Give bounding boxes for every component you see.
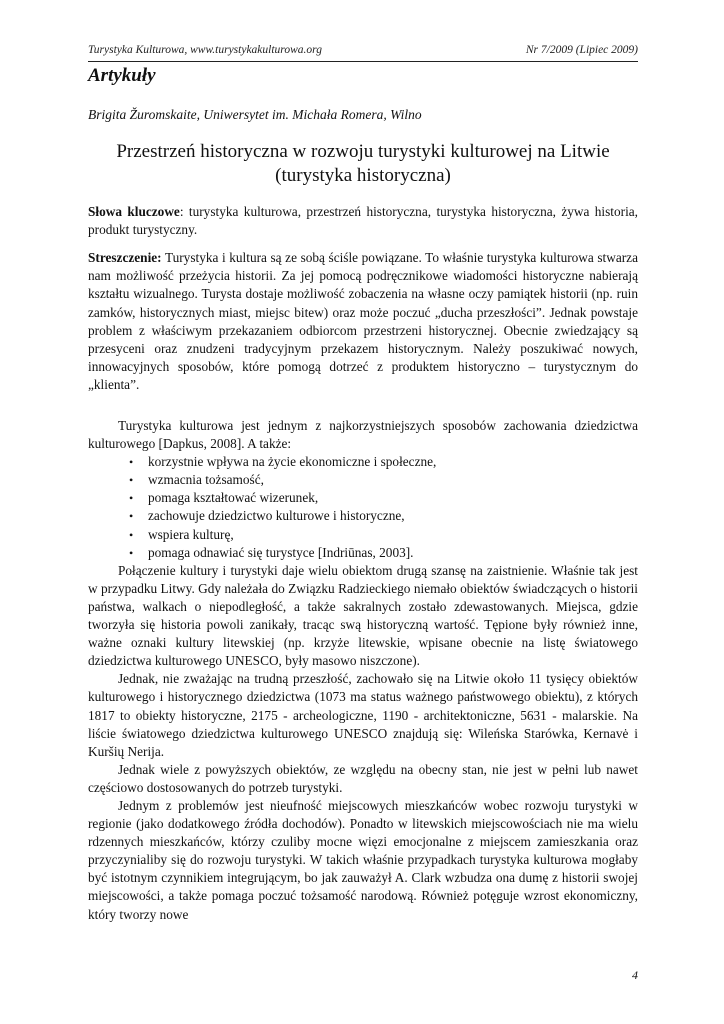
article-body bbox=[88, 417, 638, 924]
bullet-icon: • bbox=[129, 455, 134, 470]
body-paragraph: Jednak wiele z powyższych obiektów, ze względu na obecny stan, nie jest w pełni lub nawet częściowo dostosowanych do potrzeb turystyki. bbox=[88, 761, 638, 795]
bullet-icon: • bbox=[129, 545, 134, 560]
list-item: • wspiera kulturę, bbox=[148, 526, 638, 544]
author-line: Brigita Žuromskaite, Uniwersytet im. Michała Romera, Wilno bbox=[88, 107, 422, 122]
body-paragraph: Połączenie kultury i turystyki daje wielu obiektom drugą szansę na zaistnienie. Właśnie tak jest w przypadku Litwy. Gdy należała do Związku Radzieckiego niemało obiektów świadczących o historii państwa, walkach o niepodległość, a także sakralnych zostało zdewastowanych. Miejsca, gdzie tworzyła się historia powoli zanikały, tracąc swą historyczną wartość. Tępione były również inne, ważne oznaki kultury litewskiej (np. krzyże litewskie, wpisane obecnie na listę światowego dziedzictwa kulturowego UNESCO, były masowo niszczone). bbox=[88, 562, 638, 669]
title-line-2: (turystyka historyczna) bbox=[275, 165, 451, 186]
keywords bbox=[88, 203, 638, 239]
bullet-icon: • bbox=[129, 509, 134, 524]
abstract-text: Turystyka i kultura są ze sobą ściśle powiązane. To właśnie turystyka kulturowa stwarza nam możliwość przeżycia historii. Za jej pomocą podręcznikowe wiadomości historyczne nabierają kształtu wizualnego. Turysta dostaje możliwość zobaczenia na własne oczy pamiątek historii (np. ruin zamków, historycznych miast, miejsc bitew) oraz może poczuć „ducha przeszłości”. Jednak powstaje problem z właściwym przekazaniem odbiorcom przestrzeni historycznej. Obecnie zwiedzający są przesyceni oraz znudzeni tradycyjnym przekazem historycznym. Należy poszukiwać nowych, innowacyjnych sposobów, które pomogą dotrzeć z produktem historyczno – turystycznym do „klienta”. bbox=[88, 250, 638, 393]
keywords-label: Słowa kluczowe bbox=[88, 204, 180, 219]
list-item: • pomaga odnawiać się turystyce [Indriūnas, 2003]. bbox=[148, 544, 638, 562]
journal-name: Turystyka Kulturowa, www.turystykakulturowa.org bbox=[88, 44, 322, 56]
bullet-icon: • bbox=[129, 527, 134, 542]
list-item: • korzystnie wpływa na życie ekonomiczne i społeczne, bbox=[148, 453, 638, 471]
page-number: 4 bbox=[632, 968, 638, 982]
keywords-text: : turystyka kulturowa, przestrzeń historyczna, turystyka historyczna, żywa historia, produkt turystyczny. bbox=[88, 204, 638, 238]
header-divider bbox=[88, 61, 638, 62]
issue-number: Nr 7/2009 (Lipiec 2009) bbox=[525, 44, 638, 56]
body-paragraph: Turystyka kulturowa jest jednym z najkorzystniejszych sposobów zachowania dziedzictwa kulturowego [Dapkus, 2008]. A także: bbox=[88, 418, 638, 452]
abstract-label: Streszczenie: bbox=[88, 250, 162, 265]
abstract bbox=[88, 249, 638, 395]
title-line-1: Przestrzeń historyczna w rozwoju turystyki kulturowej na Litwie bbox=[116, 141, 610, 162]
benefits-list bbox=[88, 453, 638, 562]
article-title bbox=[88, 140, 638, 188]
section-title: Artykuły bbox=[88, 65, 156, 86]
bullet-icon: • bbox=[129, 473, 134, 488]
bullet-icon: • bbox=[129, 491, 134, 506]
body-paragraph: Jednak, nie zważając na trudną przeszłość, zachowało się na Litwie około 11 tysięcy obiektów kulturowego i historycznego dziedzictwa (1073 ma status ważnego państwowego obiektu), z których 1817 to obiekty historyczne, 2175 - archeologiczne, 1190 - architektoniczne, 5631 - malarskie. Na liście światowego dziedzictwa kulturowego UNESCO znajdują się: Wileńska Starówka, Kernavė i Kuršių Nerija. bbox=[88, 671, 638, 759]
list-item: • wzmacnia tożsamość, bbox=[148, 471, 638, 489]
list-item: • zachowuje dziedzictwo kulturowe i historyczne, bbox=[148, 507, 638, 525]
list-item: • pomaga kształtować wizerunek, bbox=[148, 489, 638, 507]
body-paragraph: Jednym z problemów jest nieufność miejscowych mieszkańców wobec rozwoju turystyki w regionie (jako dodatkowego źródła dochodów). Ponadto w litewskich miejscowościach nie ma wielu rdzennych mieszkańców, którzy czuliby mocne więzi emocjonalne z miejscem zamieszkania oraz przyczynialiby się do rozwoju turystyki. W takich właśnie przypadkach turystyka kulturowa mogłaby być istotnym czynnikiem integrującym, bo jak zauważył A. Clark wzbudza ona dumę z historii swojej miejscowości, a także pomaga poczuć tożsamość narodową. Również potęguje wzrost ekonomiczny, który tworzy nowe bbox=[88, 797, 638, 922]
